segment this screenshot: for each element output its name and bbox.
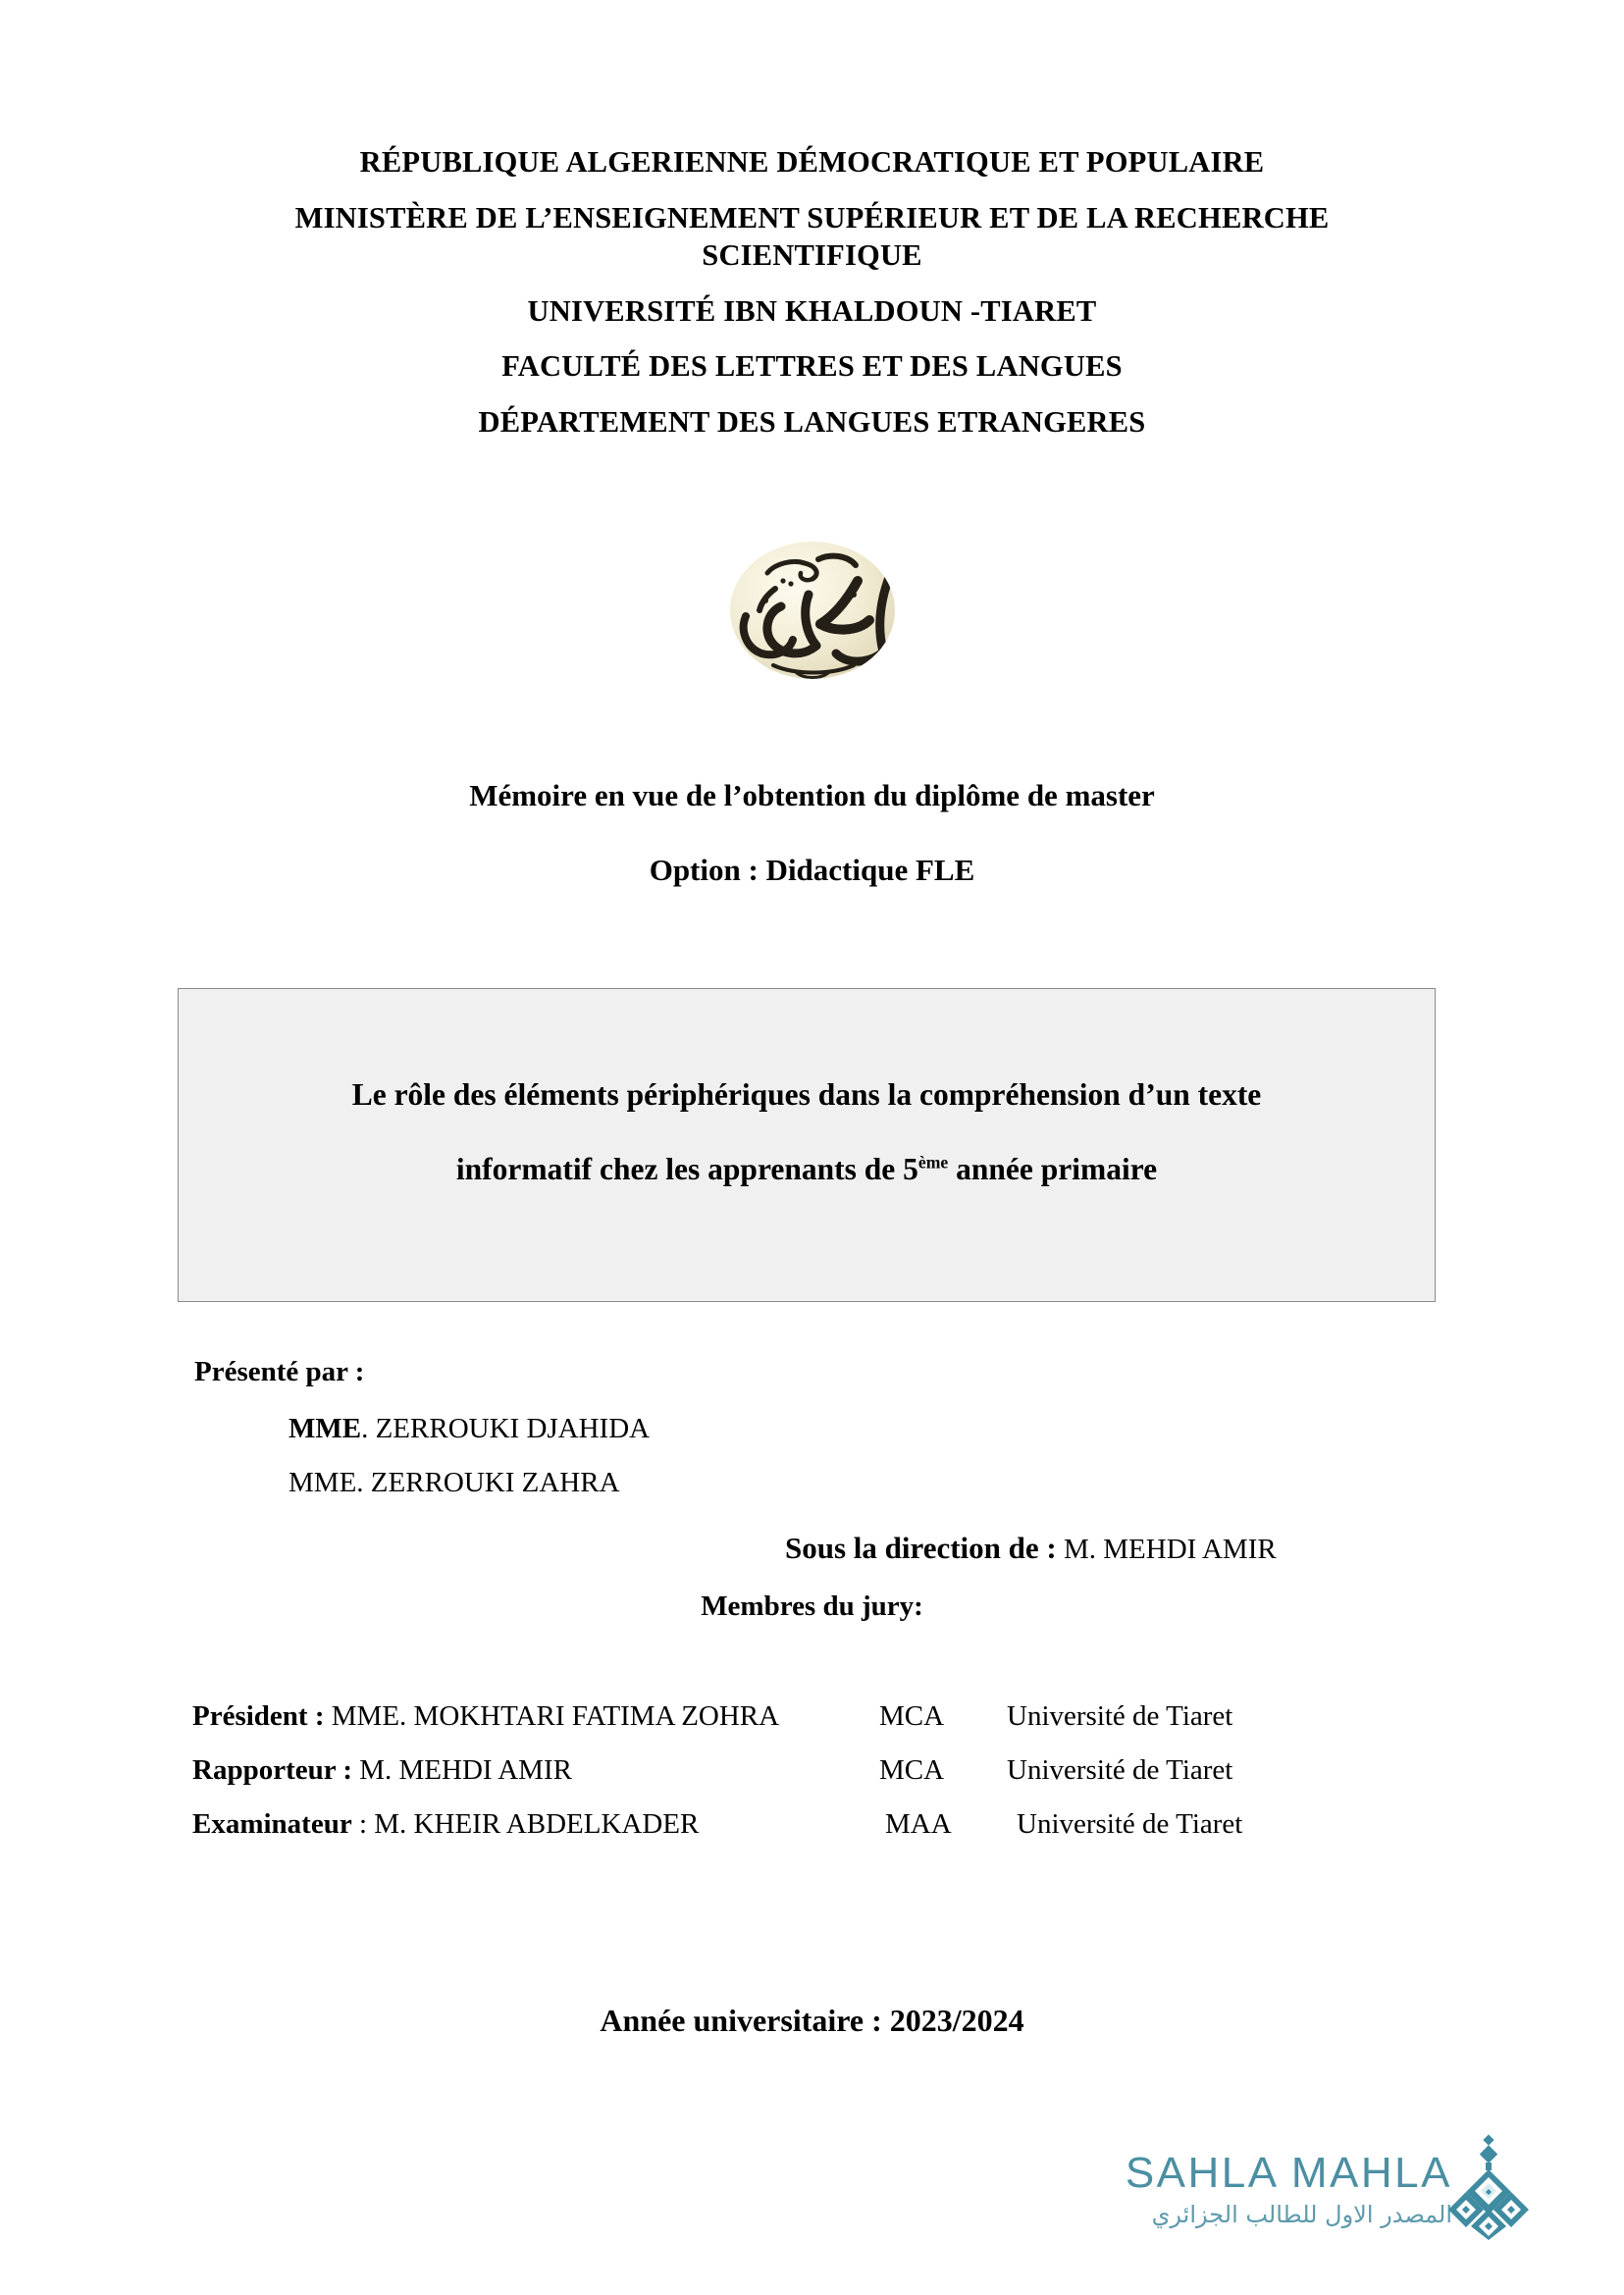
- author-fullname-1: ZERROUKI DJAHIDA: [375, 1413, 651, 1444]
- author-title-1: MME: [288, 1413, 362, 1444]
- jury-row: [192, 1756, 1429, 1810]
- supervisor-name: M. MEHDI AMIR: [1063, 1534, 1277, 1565]
- jury-role-0: Président :: [192, 1700, 325, 1732]
- thesis-title-ordinal-suffix: ème: [917, 1152, 949, 1172]
- author-fullname-2: ZERROUKI ZAHRA: [370, 1467, 620, 1498]
- author-separator-2: .: [356, 1467, 371, 1498]
- thesis-title-line-1: Le rôle des éléments périphériques dans la compréhension d’un texte: [351, 1077, 1262, 1112]
- presented-by-label: Présenté par :: [194, 1356, 365, 1387]
- header-line-ministry: MINISTÈRE DE L’ENSEIGNEMENT SUPÉRIEUR ET DE LA RECHERCHE: [294, 200, 1330, 235]
- sahla-mahla-diamond-logo-icon: [1446, 2134, 1531, 2240]
- author-name-2: [288, 1469, 620, 1497]
- jury-name-1: M. MEHDI AMIR: [351, 1754, 572, 1786]
- emblem-container: [0, 530, 1624, 696]
- jury-university-2: Université de Tiaret: [1017, 1808, 1243, 1840]
- jury-grade-1: MCA: [879, 1754, 945, 1786]
- jury-name-2: : M. KHEIR ABDELKADER: [351, 1808, 700, 1840]
- jury-university-1: Université de Tiaret: [1007, 1754, 1233, 1786]
- supervisor-label: Sous la direction de :: [785, 1531, 1057, 1565]
- supervisor-line: [785, 1533, 1277, 1564]
- jury-members-label: Membres du jury:: [701, 1591, 923, 1622]
- degree-line-memoire: Mémoire en vue de l’obtention du diplôme de master: [469, 778, 1155, 812]
- jury-name-0: MME. MOKHTARI FATIMA ZOHRA: [324, 1700, 780, 1732]
- jury-row: [192, 1810, 1429, 1864]
- thesis-title-line-2: [179, 1151, 1435, 1186]
- academic-year: Année universitaire : 2023/2024: [600, 2003, 1024, 2038]
- sahla-mahla-wordmark: [1119, 2149, 1452, 2228]
- header-line-department: DÉPARTEMENT DES LANGUES ETRANGERES: [478, 404, 1146, 439]
- jury-grade-0: MCA: [879, 1700, 945, 1732]
- jury-members-table: [192, 1702, 1429, 1864]
- header-line-university: UNIVERSITÉ IBN KHALDOUN -TIARET: [527, 293, 1097, 328]
- header-line-faculty: FACULTÉ DES LETTRES ET DES LANGUES: [501, 349, 1123, 383]
- ibn-khaldoun-university-emblem-icon: [710, 530, 915, 691]
- sahla-mahla-tagline: المصدر الاول للطالب الجزائري: [1151, 2201, 1452, 2228]
- thesis-title-box: [178, 988, 1436, 1302]
- institution-header: [0, 147, 1624, 437]
- header-line-ministry-cont: SCIENTIFIQUE: [702, 238, 922, 272]
- author-name-1: [288, 1415, 650, 1443]
- jury-row: [192, 1702, 1429, 1756]
- thesis-title-line-2-text: informatif chez les apprenants de 5: [455, 1151, 918, 1186]
- sahla-mahla-watermark: [1119, 2134, 1531, 2252]
- jury-role-2: Examinateur: [192, 1808, 352, 1840]
- thesis-title-inner: [179, 1079, 1435, 1184]
- degree-line-option: Option : Didactique FLE: [649, 853, 975, 887]
- jury-grade-2: MAA: [885, 1808, 952, 1840]
- thesis-title-line-2-tail: année primaire: [948, 1151, 1158, 1186]
- sahla-mahla-brand-name: SAHLA MAHLA: [1125, 2149, 1452, 2197]
- author-title-2: MME: [288, 1467, 357, 1498]
- author-separator-1: .: [361, 1413, 376, 1444]
- degree-statement: [0, 780, 1624, 885]
- header-line-republic: RÉPUBLIQUE ALGERIENNE DÉMOCRATIQUE ET POPULAIRE: [359, 145, 1265, 179]
- jury-university-0: Université de Tiaret: [1007, 1700, 1233, 1732]
- jury-role-1: Rapporteur :: [192, 1754, 352, 1786]
